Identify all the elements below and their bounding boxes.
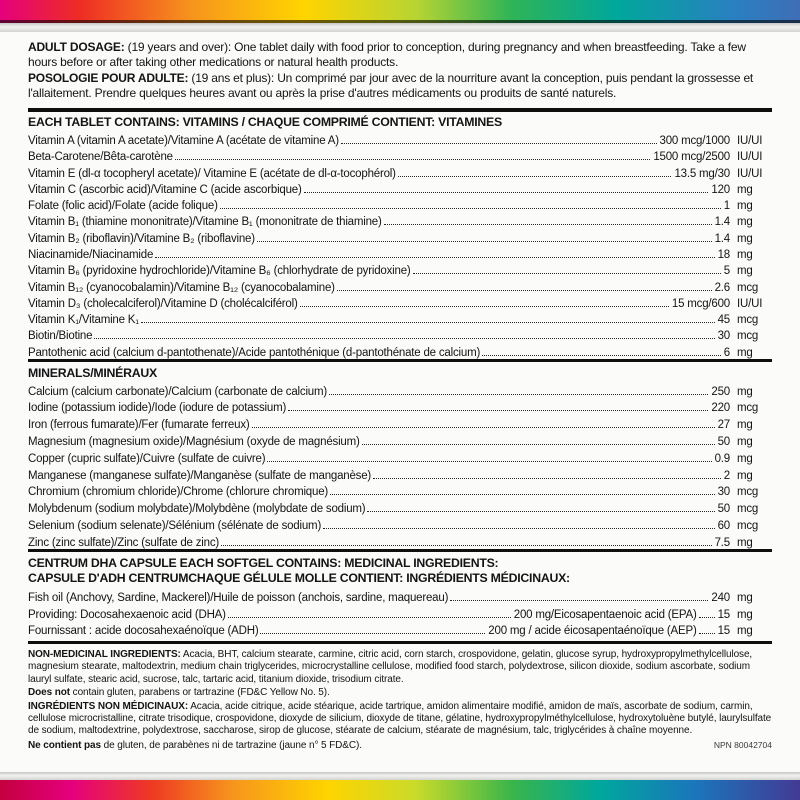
dot-leader xyxy=(337,290,712,291)
does-not-label: Does not xyxy=(28,687,70,699)
nutrient-value: 27 xyxy=(717,419,730,432)
nutrient-unit: mcg xyxy=(737,402,759,415)
nutrient-value: 15 xyxy=(717,608,730,621)
minerals-header: MINERALS/MINÉRAUX xyxy=(28,365,157,380)
does-not-text: contain gluten, parabens or tartrazine (FD&C Yellow No. 5). xyxy=(69,687,330,699)
nutrient-label: Calcium (calcium carbonate)/Calcium (carbonate de calcium) xyxy=(28,385,328,398)
ne-contient-label: Ne contient pas xyxy=(28,739,101,751)
nutrient-row xyxy=(28,431,772,448)
nutrient-unit: mg xyxy=(737,216,753,229)
nutrient-value: 220 xyxy=(711,402,730,415)
nutrient-row xyxy=(28,448,772,465)
nutrient-value: 250 xyxy=(711,385,730,398)
dosage-fr-label: POSOLOGIE POUR ADULTE: xyxy=(28,70,189,85)
nutrient-row xyxy=(28,163,772,179)
nutrient-value: 15 mcg/600 xyxy=(671,297,730,310)
nutrient-row xyxy=(28,326,772,342)
bottom-silver-band xyxy=(0,772,800,780)
npn-number: NPN 80042704 xyxy=(713,739,772,750)
nutrient-label: Vitamin B₁₂ (cyanocobalamin)/Vitamine B₁₂ (cyanocobalamine) xyxy=(28,281,335,294)
nutrient-label: Vitamin B₁ (thiamine mononitrate)/Vitamine B₁ (mononitrate de thiamine) xyxy=(28,216,382,229)
nutrient-label: Vitamin C (ascorbic acid)/Vitamine C (acide ascorbique) xyxy=(28,183,302,196)
nutrient-row xyxy=(28,261,772,277)
nutrient-label: Zinc (zinc sulfate)/Zinc (sulfate de zinc) xyxy=(28,536,219,549)
nutrient-label: Fournissant : acide docosahexaénoïque (ADH) xyxy=(28,625,259,638)
divider xyxy=(28,108,772,112)
nutrient-value: 60 xyxy=(717,519,730,532)
nutrient-row xyxy=(28,532,772,549)
nutrient-unit: IU/UI xyxy=(737,167,763,180)
nutrient-mid-value: 200 mg / acide éicosapentaénoïque (AEP) xyxy=(488,625,697,638)
nutrient-value: 5 xyxy=(723,265,730,278)
dot-leader xyxy=(175,159,650,160)
nutrient-label: Beta-Carotene/Bêta-carotène xyxy=(28,151,173,164)
divider xyxy=(28,359,772,362)
nutrient-unit: mg xyxy=(737,536,753,549)
nutrient-unit: mg xyxy=(737,200,753,213)
top-silver-band xyxy=(0,23,800,32)
divider xyxy=(28,641,772,644)
dosage-fr xyxy=(28,71,772,102)
minerals-table xyxy=(28,381,772,549)
dot-leader xyxy=(329,394,708,395)
nutrient-value: 300 mcg/1000 xyxy=(659,134,730,147)
dot-leader xyxy=(155,257,714,258)
nutrient-row xyxy=(28,414,772,431)
nutrient-unit: mg xyxy=(737,265,753,278)
nonmedicinal-fr xyxy=(28,701,772,738)
nutrient-unit: mg xyxy=(737,346,753,359)
nutrient-row xyxy=(28,381,772,398)
nutrient-label: Vitamin K₁/Vitamine K₁ xyxy=(28,314,139,327)
dot-leader xyxy=(699,633,715,634)
vitamins-header: EACH TABLET CONTAINS: VITAMINS / CHAQUE COMPRIMÉ CONTIENT: VITAMINES xyxy=(28,114,502,129)
dosage-en-label: ADULT DOSAGE: xyxy=(28,40,125,54)
nutrient-row xyxy=(28,147,772,163)
nonmedicinal-fr-text: Acacia, acide citrique, acide stéarique, acide tartrique, amidon alimentaire modifié, amidon de maïs, ascorbate de sodium, carmin, cellulose microcristalline, citrate trisodique, crospovidone, dioxyde de silicium, dioxyde de titane, gélatine, hydroxypropylméthylcellulose, hydroxytoluène butylé, laurylsulfate de sodium, maltodextrine, polydextrose, saccharose, sirop de glucose, stéarate de calcium, stéarate de magnésium, talc, triglycérides à chaîne moyenne. xyxy=(28,700,772,737)
nutrient-value: 18 xyxy=(717,249,730,261)
nutrient-value: 30 xyxy=(717,486,730,499)
dot-leader xyxy=(413,273,721,274)
nutrient-row xyxy=(28,277,772,293)
nutrient-value: 15 xyxy=(717,625,730,638)
nutrient-row xyxy=(28,604,772,620)
nutrient-value: 1.4 xyxy=(714,232,730,245)
nonmedicinal-en-text: Acacia, BHT, calcium stearate, carmine, citric acid, corn starch, crospovidone, gelatin, glucose syrup, hydroxypropylmethylcellulose, magnesium stearate, maltodextrin, medium chain triglycerides, microcrystalline cellulose, modified food starch, polydextrose, silicon dioxide, sodium ascorbate, sodium lauryl sulfate, stearic acid, sucrose, talc, tartaric acid, titanium dioxide, trisodium citrate. xyxy=(28,649,753,685)
nonmedicinal-en-label: NON-MEDICINAL INGREDIENTS: xyxy=(28,649,181,661)
nutrient-row xyxy=(28,621,772,637)
nutrient-value: 13.5 mg/30 xyxy=(674,167,730,180)
dot-leader xyxy=(267,461,711,462)
nutrient-value: 240 xyxy=(711,592,730,605)
dot-leader xyxy=(341,143,657,144)
nutrient-row xyxy=(28,398,772,415)
dot-leader xyxy=(252,427,715,428)
nonmedicinal-fr-note xyxy=(28,740,362,752)
nutrient-unit: mg xyxy=(737,469,753,482)
nutrient-value: 50 xyxy=(717,503,730,516)
top-rainbow-band xyxy=(0,0,800,20)
nutrient-row xyxy=(28,245,772,261)
nonmedicinal-en-note xyxy=(28,687,772,699)
nutrient-label: Biotin/Biotine xyxy=(28,330,93,343)
nutrient-label: Vitamin A (vitamin A acetate)/Vitamine A (acétate de vitamine A) xyxy=(28,134,339,147)
vitamins-table xyxy=(28,131,772,359)
nutrient-unit: mg xyxy=(737,625,753,638)
nutrient-row xyxy=(28,212,772,228)
dot-leader xyxy=(367,511,714,512)
section-vitamins xyxy=(28,115,772,359)
section-minerals xyxy=(28,366,772,549)
dot-leader xyxy=(257,241,712,242)
dot-leader xyxy=(304,192,709,193)
nutrient-label: Manganese (manganese sulfate)/Manganèse (sulfate de manganèse) xyxy=(28,469,372,482)
nutrient-unit: mg xyxy=(737,452,753,465)
nutrient-mid-value: 200 mg/Eicosapentaenoic acid (EPA) xyxy=(513,608,697,621)
nutrient-label: Selenium (sodium selenate)/Sélénium (sélénate de sodium) xyxy=(28,519,322,532)
nutrient-label: Folate (folic acid)/Folate (acide folique) xyxy=(28,200,218,213)
dot-leader xyxy=(141,322,715,323)
ne-contient-text: de gluten, de parabènes ni de tartrazine (jaune n° 5 FD&C). xyxy=(100,739,362,751)
nutrient-value: 2 xyxy=(723,469,730,482)
nutrient-value: 1.4 xyxy=(714,216,730,229)
nutrient-value: 7.5 xyxy=(714,536,730,549)
dot-leader xyxy=(398,176,672,177)
section-dha xyxy=(28,556,772,637)
nutrient-value: 6 xyxy=(723,346,730,359)
dot-leader xyxy=(330,494,715,495)
section-dosage xyxy=(28,32,772,108)
dha-header xyxy=(28,556,772,586)
nonmedicinal-fr-note-row xyxy=(28,739,772,753)
nutrient-row xyxy=(28,310,772,326)
nutrient-row xyxy=(28,196,772,212)
nutrient-unit: mg xyxy=(737,232,753,245)
nutrient-unit: mg xyxy=(737,385,753,398)
nutrient-unit: IU/UI xyxy=(737,134,763,147)
dosage-en xyxy=(28,40,772,71)
dot-leader xyxy=(94,338,714,339)
nutrient-label: Pantothenic acid (calcium d-pantothenate)/Acide pantothénique (d-pantothénate de calcium) xyxy=(28,346,481,359)
nutrient-row xyxy=(28,482,772,499)
nutrient-label: Vitamin B₂ (riboflavin)/Vitamine B₂ (riboflavine) xyxy=(28,232,255,245)
nutrient-row xyxy=(28,294,772,310)
dha-header-fr: CAPSULE D'ADH CENTRUMCHAQUE GÉLULE MOLLE CONTIENT: INGRÉDIENTS MÉDICINAUX: xyxy=(28,570,570,585)
nutrient-label: Providing: Docosahexaenoic acid (DHA) xyxy=(28,608,226,621)
nutrient-unit: mcg xyxy=(737,503,759,516)
nutrient-row xyxy=(28,131,772,147)
nutrient-label: Vitamin E (dl-α tocopheryl acetate)/ Vitamine E (acétate de dl-α-tocophérol) xyxy=(28,167,396,180)
nutrient-unit: mcg xyxy=(737,281,759,294)
bottom-rainbow-band xyxy=(0,780,800,800)
dot-leader xyxy=(288,410,708,411)
nutrient-label: Magnesium (magnesium oxide)/Magnésium (oxyde de magnésium) xyxy=(28,435,360,448)
nutrient-label: Fish oil (Anchovy, Sardine, Mackerel)/Huile de poisson (anchois, sardine, maquereau) xyxy=(28,592,449,605)
dot-leader xyxy=(323,528,715,529)
dot-leader xyxy=(228,617,511,618)
nutrient-label: Niacinamide/Niacinamide xyxy=(28,249,154,261)
nutrient-value: 120 xyxy=(711,183,730,196)
nonmedicinal-en xyxy=(28,649,772,686)
nutrient-row xyxy=(28,465,772,482)
nutrient-unit: IU/UI xyxy=(737,151,763,164)
nutrient-unit: mg xyxy=(737,419,753,432)
nutrient-row xyxy=(28,515,772,532)
nutrient-label: Copper (cupric sulfate)/Cuivre (sulfate de cuivre) xyxy=(28,452,266,465)
section-ingredients xyxy=(28,649,772,753)
dot-leader xyxy=(482,355,721,356)
dha-header-en: CENTRUM DHA CAPSULE EACH SOFTGEL CONTAINS: MEDICINAL INGREDIENTS: xyxy=(28,555,499,570)
nutrient-unit: mg xyxy=(737,435,753,448)
dha-table xyxy=(28,588,772,637)
nutrient-value: 2.6 xyxy=(714,281,730,294)
nutrient-row xyxy=(28,228,772,244)
dot-leader xyxy=(362,444,715,445)
dot-leader xyxy=(300,306,669,307)
nutrient-unit: mcg xyxy=(737,519,759,532)
dot-leader xyxy=(450,600,708,601)
dot-leader xyxy=(220,208,721,209)
nutrient-label: Chromium (chromium chloride)/Chrome (chlorure chromique) xyxy=(28,486,329,499)
dosage-en-text: (19 years and over): One tablet daily with food prior to conception, during pregnancy and when breastfeeding. Take a few hours before or after taking other medications or natural health products. xyxy=(28,40,746,70)
nutrient-unit: mg xyxy=(737,249,753,261)
nutrient-value: 1 xyxy=(723,200,730,213)
nutrient-value: 50 xyxy=(717,435,730,448)
nutrient-unit: mcg xyxy=(737,330,759,343)
nutrient-unit: mg xyxy=(737,183,753,196)
nutrient-value: 45 xyxy=(717,314,730,327)
nutrient-label: Vitamin B₆ (pyridoxine hydrochloride)/Vitamine B₆ (chlorhydrate de pyridoxine) xyxy=(28,265,411,278)
dot-leader xyxy=(699,617,715,618)
dot-leader xyxy=(221,545,712,546)
dot-leader xyxy=(373,478,721,479)
nutrient-row xyxy=(28,588,772,604)
dot-leader xyxy=(384,224,712,225)
nutrient-unit: mg xyxy=(737,608,753,621)
dosage-fr-text: (19 ans et plus): Un comprimé par jour avec de la nourriture avant la conception, puis pendant la grossesse et l'allaitement. Prendre quelques heures avant ou après la prise d'autres médicaments ou produits de santé naturels. xyxy=(28,70,754,101)
nutrient-label: Vitamin D₃ (cholecalciferol)/Vitamine D (cholécalciférol) xyxy=(28,297,298,310)
dot-leader xyxy=(260,633,485,634)
nutrient-label: Iron (ferrous fumarate)/Fer (fumarate ferreux) xyxy=(28,419,250,432)
nutrient-row xyxy=(28,498,772,515)
nutrient-row xyxy=(28,180,772,196)
divider xyxy=(28,549,772,552)
nutrient-unit: IU/UI xyxy=(737,297,763,310)
nutrient-unit: mg xyxy=(737,592,753,605)
nutrient-value: 30 xyxy=(717,330,730,343)
label-panel xyxy=(0,32,800,772)
nutrient-unit: mcg xyxy=(737,314,759,327)
nutrient-unit: mcg xyxy=(737,486,759,499)
nonmedicinal-fr-label: INGRÉDIENTS NON MÉDICINAUX: xyxy=(28,700,189,712)
nutrient-label: Iodine (potassium iodide)/Iode (iodure de potassium) xyxy=(28,402,287,415)
nutrient-value: 1500 mcg/2500 xyxy=(653,151,730,164)
nutrient-label: Molybdenum (sodium molybdate)/Molybdène (molybdate de sodium) xyxy=(28,503,366,516)
nutrient-row xyxy=(28,342,772,358)
top-band-shadow xyxy=(0,20,800,23)
nutrient-value: 0.9 xyxy=(714,452,730,465)
